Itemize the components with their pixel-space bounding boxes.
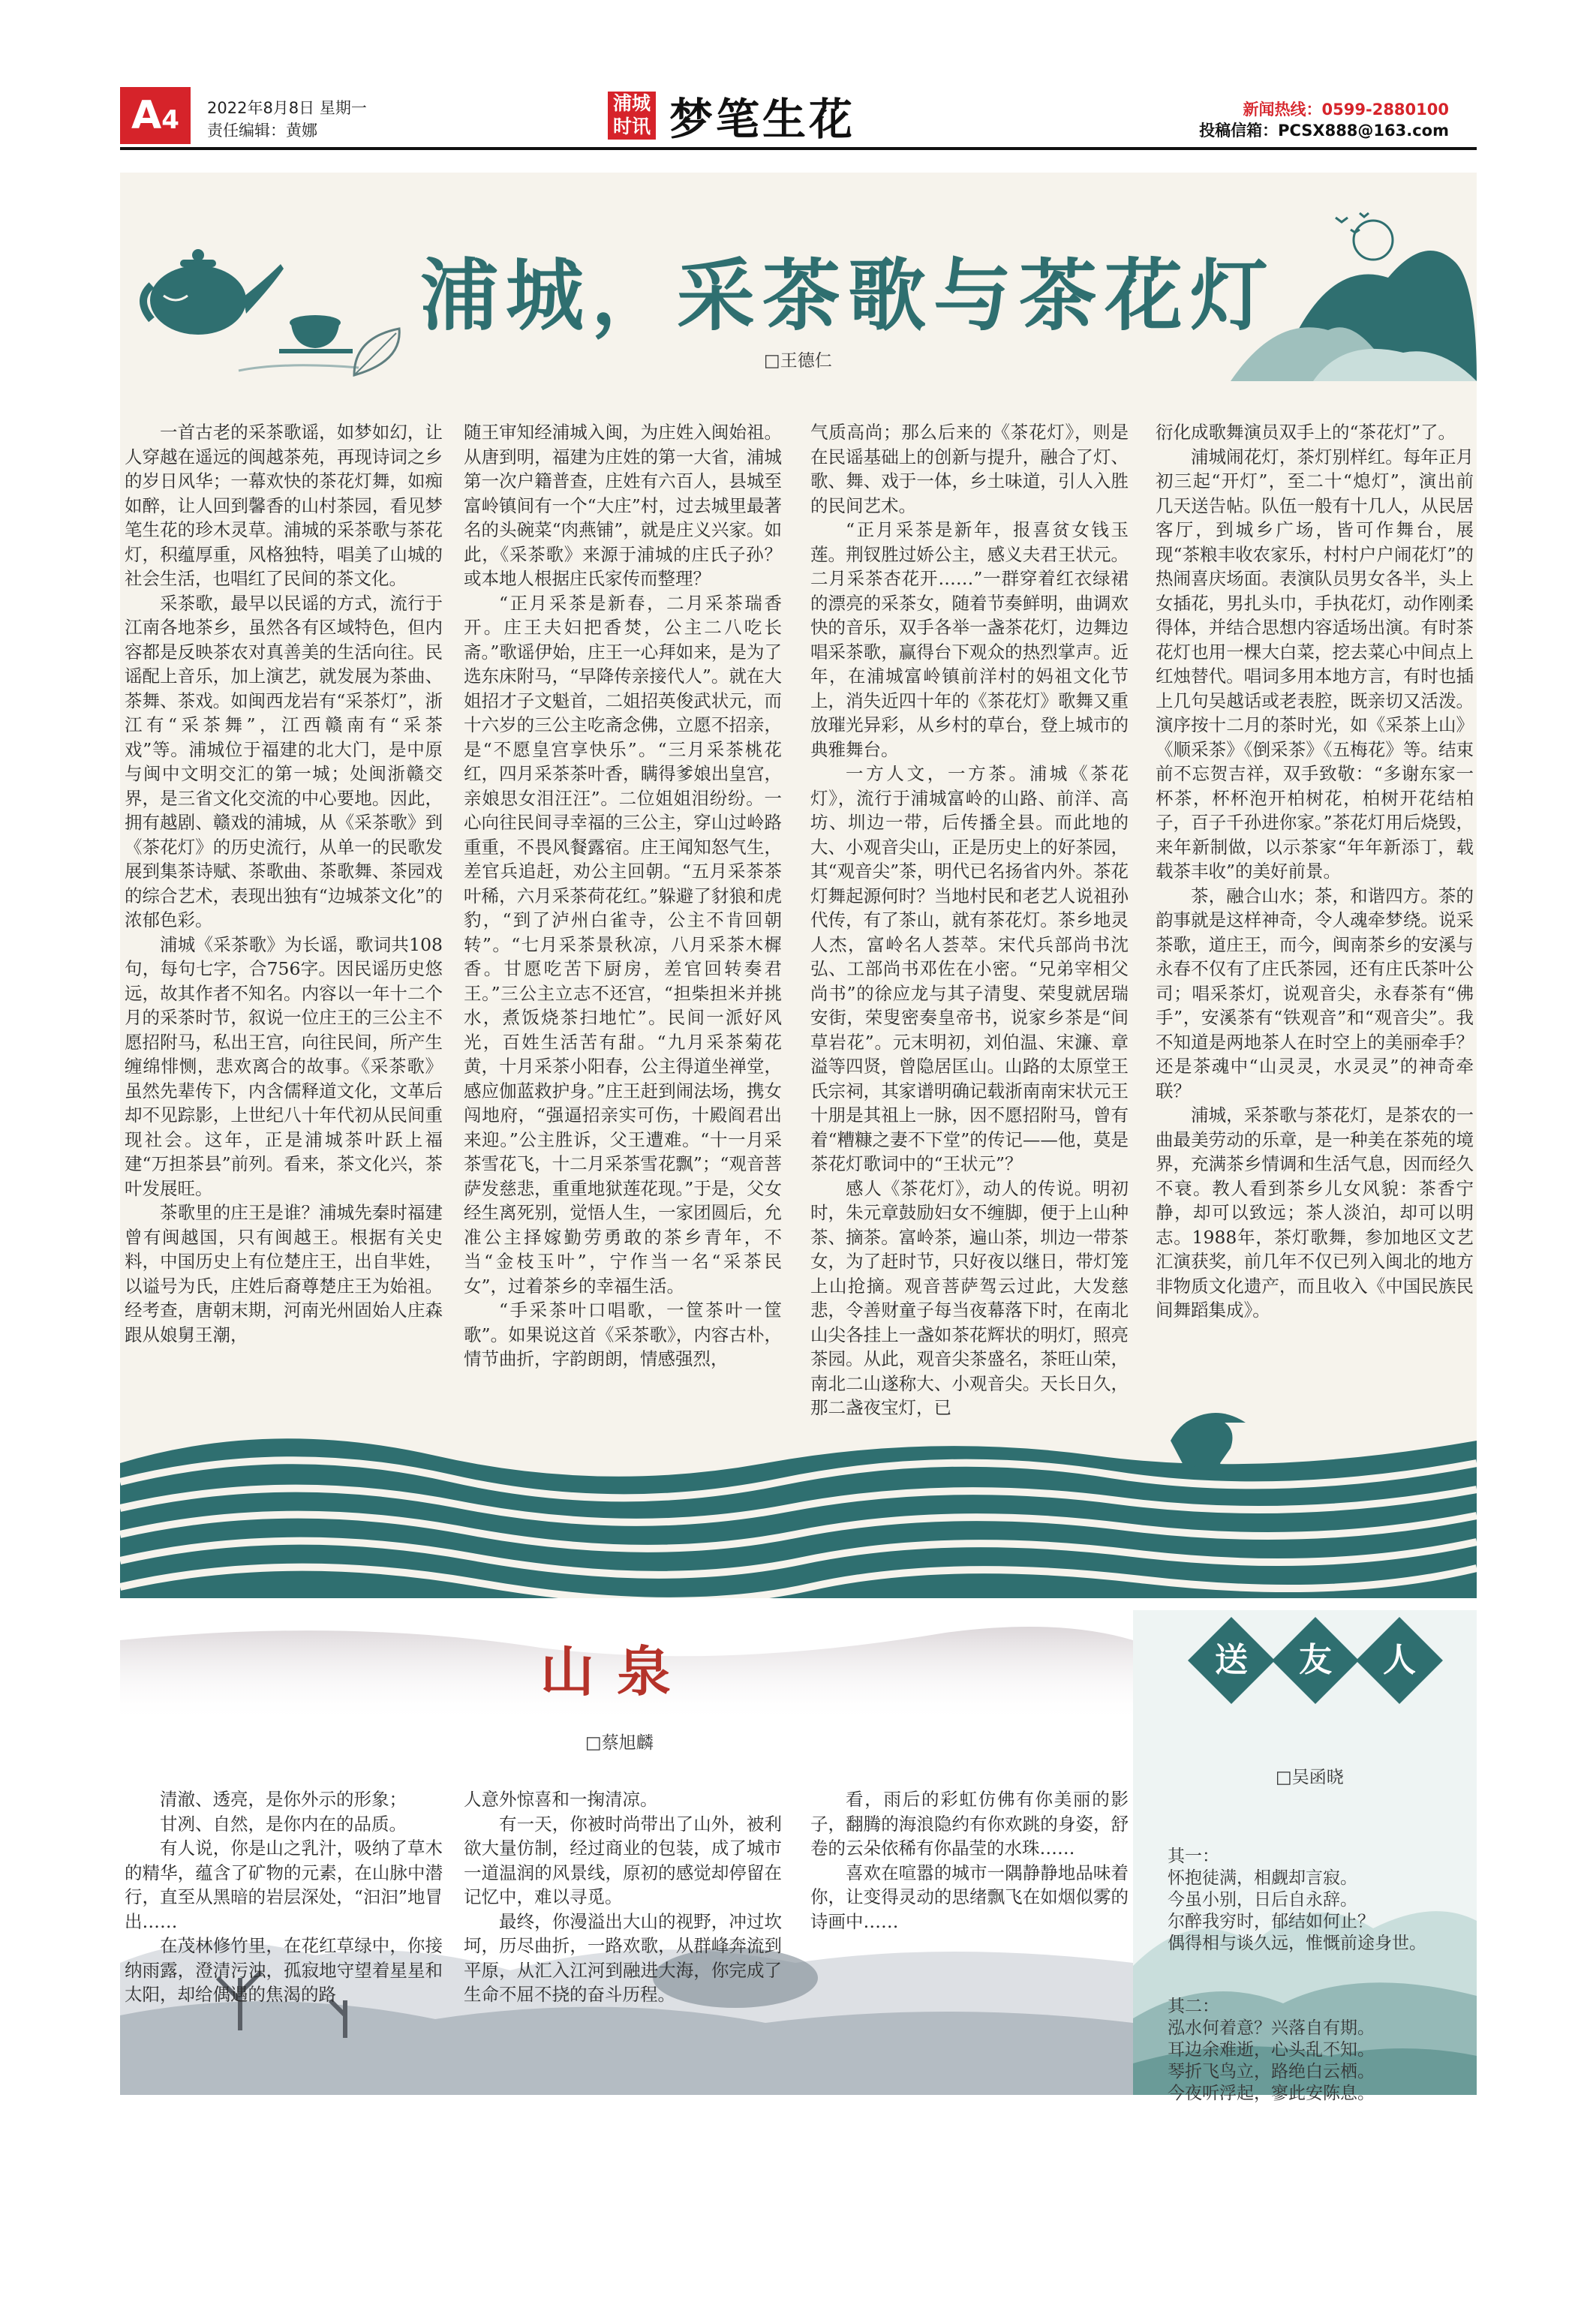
paragraph: 看，雨后的彩虹仿佛有你美丽的影子，翻腾的海浪隐约有你欢跳的身姿，舒卷的云朵依稀有你晶莹的水珠…… bbox=[810, 1789, 1129, 1859]
poem-line: 偶得相与谈久远，惟慨前途身世。 bbox=[1168, 1934, 1426, 1953]
paragraph: 采茶歌，最早以民谣的方式，流行于江南各地茶乡，虽然各有区域特色，但内容都是反映茶农对真善美的生活向往。民谣配上音乐，加上演艺，就发展为茶曲、茶舞、茶戏。如闽西龙岩有“采茶灯”，浙江有“采茶舞”，江西赣南有“采茶戏”等。浦城位于福建的北大门，是中原与闽中文明交汇的第一城；处闽浙赣交界，是三省文化交流的中心要地。因此，拥有越剧、赣戏的浦城，从《采茶歌》到《茶花灯》的历史流行，从单一的民歌发展到集茶诗赋、茶歌曲、茶歌舞、茶园戏的综合艺术，表现出独有“边城茶文化”的浓郁色彩。 bbox=[125, 592, 443, 930]
spring-article-column-2 bbox=[464, 1787, 782, 2007]
submission-email: 投稿信箱：PCSX888@163.com bbox=[1199, 122, 1449, 140]
paragraph: 有人说，你是山之乳汁，吸纳了草木的精华，蕴含了矿物的元素，在山脉中潜行，直至从黑暗的岩层深处，“汩汩”地冒出…… bbox=[125, 1838, 443, 1932]
tea-leaf-icon bbox=[347, 323, 414, 383]
poem-title-char-text: 友 bbox=[1299, 1641, 1332, 1679]
poem-line: 尔醉我穷时，郁结如何止？ bbox=[1168, 1912, 1375, 1931]
poem-line: 怀抱徒满，相觑却言寂。 bbox=[1168, 1868, 1357, 1888]
poem-line: 今夜听浮起，寥此安陈息。 bbox=[1168, 2084, 1375, 2103]
paragraph: 在茂林修竹里，在花红草绿中，你接纳雨露，澄清污浊，孤寂地守望着星星和太阳，却给偶遇的焦渴的路 bbox=[125, 1935, 443, 2005]
paragraph: “手采茶叶口唱歌，一筐茶叶一筐歌”。如果说这首《采茶歌》，内容古朴，情节曲折，字韵朗朗，情感强烈， bbox=[464, 1300, 782, 1369]
poem-part-2 bbox=[1168, 1996, 1375, 2105]
issue-date: 2022年8月8日 星期一 bbox=[207, 99, 367, 117]
main-article-column-4 bbox=[1156, 420, 1474, 1323]
page-letter: A bbox=[131, 93, 162, 138]
paragraph: 浦城《采茶歌》为长谣，歌词共108句，每句七字，合756字。因民谣历史悠远，故其作者不知名。内容以一年十二个月的采茶时节，叙说一位庄王的三公主不愿招附马，私出王宫，向往民间，所产生缠绵悱恻，悲欢离合的故事。《采茶歌》虽然先辈传下，内含儒释道文化，文革后却不见踪影，上世纪八十年代初从民间重现社会。这年，正是浦城茶叶跃上福建“万担茶县”前列。看来，茶文化兴，茶叶发展旺。 bbox=[125, 933, 443, 1199]
paragraph: 茶，融合山水；茶，和谐四方。茶的韵事就是这样神奇，令人魂牵梦绕。说采茶歌，道庄王，而今，闽南茶乡的安溪与永春不仅有了庄氏茶园，还有庄氏茶叶公司；唱采茶灯，说观音尖，永春茶有“佛手”，安溪茶有“铁观音”和“观音尖”。我不知道是两地茶人在时空上的美丽牵手？还是茶魂中“山灵灵，水灵灵”的神奇牵联？ bbox=[1156, 885, 1474, 1101]
paragraph: 人意外惊喜和一掬清凉。 bbox=[464, 1789, 658, 1810]
spring-article-column-3 bbox=[810, 1787, 1129, 1934]
paragraph: 衍化成歌舞演员双手上的“茶花灯”了。 bbox=[1156, 422, 1456, 443]
main-article-column-1 bbox=[125, 420, 443, 1347]
page-editor: 责任编辑：黄娜 bbox=[207, 122, 317, 140]
spring-article-column-1 bbox=[125, 1787, 443, 2007]
poem-title-char-3 bbox=[1356, 1617, 1443, 1704]
poem-part-label: 其一： bbox=[1168, 1847, 1219, 1866]
poem-line: 泓水何着意？兴落自有期。 bbox=[1168, 2018, 1375, 2038]
paragraph: “正月采茶是新春，二月采茶瑞香开。庄王夫妇把香焚，公主二八吃长斋。”歌谣伊始，庄王一心拜如来，是为了选东床附马，“早降传亲接代人”。就在大姐招才子文魁首，二姐招英俊武状元，而十六岁的三公主吃斋念佛，立愿不招亲，是“不愿皇宫享快乐”。“三月采茶桃花红，四月采茶茶叶香，瞒得爹娘出皇宫，亲娘思女泪汪汪”。二位姐姐泪纷纷。一心向往民间寻幸福的三公主，穿山过岭路重重，不畏风餐露宿。庄王闻知怒气生，差官兵追赶，劝公主回朝。“五月采茶茶叶稀，六月采茶荷花红。”躲避了豺狼和虎豹，“到了泸州白雀寺，公主不肯回朝转”。“七月采茶景秋凉，八月采茶木樨香。甘愿吃苦下厨房，差官回转奏君王。”三公主立志不还宫，“担柴担米并挑水，煮饭烧茶扫地忙”。民间一派好风光，百姓生活苦有甜。“九月采茶菊花黄，十月采茶小阳春，公主得道坐禅堂，感应伽蓝救护身。”庄王赶到闹法场，携女闯地府，“强逼招亲实可伤，十殿阎君出来迎。”公主胜诉，父王遭难。“十一月采茶雪花飞，十二月采茶雪花飘”；“观音菩萨发慈悲，重重地狱莲花现。”于是，父女经生离死别，觉悟人生，一家团圆后，允准公主择嫁勤劳勇敢的茶乡青年，不当“金枝玉叶”，宁作当一名“采茶民女”，过着茶乡的幸福生活。 bbox=[464, 592, 782, 1297]
header-rule bbox=[120, 147, 1477, 150]
paragraph: 浦城闹花灯，茶灯别样红。每年正月初三起“开灯”，至二十“熄灯”，演出前几天送告帖。队伍一般有十几人，从民居客厅，到城乡广场，皆可作舞台，展现“茶粮丰收农家乐，村村户户闹花灯”的热闹喜庆场面。表演队员男女各半，头上女插花，男扎头巾，手执花灯，动作刚柔得体，并结合思想内容适场出演。有时茶花灯也用一棵大白菜，挖去菜心中间点上红烛替代。唱词多用本地方言，有时也插上几句吴越话或老表腔，既亲切又活泼。演序按十二月的茶时光，如《采茶上山》《顺采茶》《倒采茶》《五梅花》等。结束前不忘贺吉祥，双手致敬：“多谢东家一杯茶，杯杯泡开柏树花，柏树开花结柏子，百子千孙进你家。”茶花灯用后烧毁，来年新制做，以示茶家“年年新添丁，载载茶丰收”的美好前景。 bbox=[1156, 446, 1474, 882]
news-hotline: 新闻热线：0599-2880100 bbox=[1243, 101, 1449, 119]
poem-title-char-text: 人 bbox=[1383, 1641, 1416, 1679]
main-article-title: 浦城，采茶歌与茶花灯 bbox=[420, 250, 1276, 341]
column-logo-line1: 浦城 bbox=[612, 92, 651, 114]
paragraph: 茶歌里的庄王是谁？浦城先秦时福建曾有闽越国，只有闽越王。根据有关史料，中国历史上有位楚庄王，出自芈姓，以谥号为氏，庄姓后裔尊楚庄王为始祖。经考查，唐朝末期，河南光州固始人庄森跟从娘舅王潮， bbox=[125, 1202, 443, 1345]
paragraph: “正月采茶是新年，报喜贫女钱玉莲。荆钗胜过娇公主，感义夫君王状元。二月采茶杏花开……”一群穿着红衣绿裙的漂亮的采茶女，随着节奏鲜明，曲调欢快的音乐，双手各举一盏茶花灯，边舞边唱采茶歌，赢得台下观众的热烈掌声。近年，在浦城富岭镇前洋村的妈祖文化节上，消失近四十年的《茶花灯》歌舞又重放璀光异彩，从乡村的草台，登上城市的典雅舞台。 bbox=[810, 519, 1129, 760]
poem-part-1 bbox=[1168, 1846, 1426, 1955]
spring-article-author: □蔡旭麟 bbox=[585, 1733, 654, 1753]
poem-title-char-1 bbox=[1188, 1617, 1275, 1704]
main-article-column-3 bbox=[810, 420, 1129, 1420]
poem-line: 耳边余难逝，心头乱不知。 bbox=[1168, 2040, 1375, 2060]
main-article-column-2 bbox=[464, 420, 782, 1372]
poem-part-label: 其二： bbox=[1168, 1997, 1219, 2016]
paragraph: 有一天，你被时尚带出了山外，被利欲大量仿制，经过商业的包装，成了城市一道温润的风景线，原初的感觉却停留在记忆中，难以寻觅。 bbox=[464, 1813, 782, 1907]
paragraph: 甘冽、自然，是你内在的品质。 bbox=[160, 1813, 407, 1835]
column-logo bbox=[608, 92, 656, 140]
poem-line: 今虽小别，日后自永辞。 bbox=[1168, 1890, 1357, 1910]
paragraph: 最终，你漫溢出大山的视野，冲过坎坷，历尽曲折，一路欢歌，从群峰奔流到平原，从汇入江河到融进大海，你完成了生命不屈不挠的奋斗历程。 bbox=[464, 1910, 782, 2005]
page-digit: 4 bbox=[161, 105, 179, 135]
paragraph: 感人《茶花灯》，动人的传说。明初时，朱元章鼓励妇女不缠脚，便于上山种茶、摘茶。富岭茶，遍山茶，圳边一带茶女，为了赶时节，只好夜以继日，带灯笼上山抢摘。观音菩萨驾云过此，大发慈悲，令善财童子每当夜幕落下时，在南北山尖各挂上一盏如茶花辉状的明灯，照亮茶园。从此，观音尖茶盛名，茶旺山荣，南北二山遂称大、小观音尖。天长日久，那二盏夜宝灯，已 bbox=[810, 1177, 1129, 1418]
tea-field-waves-illustration bbox=[120, 1411, 1477, 1598]
paragraph: 气质高尚；那么后来的《茶花灯》，则是在民谣基础上的创新与提升，融合了灯、歌、舞、戏于一体，乡土味道，引人入胜的民间艺术。 bbox=[810, 422, 1129, 516]
poem-author: □吴函晓 bbox=[1276, 1768, 1344, 1787]
column-logo-line2: 时讯 bbox=[612, 116, 651, 137]
paragraph: 一方人文，一方茶。浦城《茶花灯》，流行于浦城富岭的山路、前洋、高坊、圳边一带，后传播全县。而此地的大、小观音尖山，正是历史上的好茶园，其“观音尖”茶，明代已名扬省内外。茶花灯舞起源何时？当地村民和老艺人说祖孙代传，有了茶山，就有茶花灯。茶乡地灵人杰，富岭名人荟萃。宋代兵部尚书沈弘、工部尚书邓佐在小密。“兄弟宰相父尚书”的徐应龙与其子清叟、荣叟就居瑞安街，荣叟密奏皇帝书，说家乡茶是“间草岩花”。元末明初，刘伯温、宋濂、章溢等四贤，曾隐居匡山。山路的太原堂王氏宗祠，其家谱明确记载浙南南宋状元王十朋是其祖上一脉，因不愿招附马，曾有着“糟糠之妻不下堂”的传记——他，莫是茶花灯歌词中的“王状元”？ bbox=[810, 763, 1129, 1174]
paragraph: 清澈、透亮，是你外示的形象； bbox=[160, 1789, 407, 1810]
paragraph: 一首古老的采茶歌谣，如梦如幻，让人穿越在遥远的闽越茶苑，再现诗词之乡的岁日风华；一幕欢快的茶花灯舞，如痴如醉，让人回到馨香的山村茶园，看见梦笔生花的珍木灵草。浦城的采茶歌与茶花灯，积蕴厚重，风格独特，唱美了山城的社会生活，也唱红了民间的茶文化。 bbox=[125, 422, 443, 589]
poem-title-char-2 bbox=[1272, 1617, 1359, 1704]
poem-line: 琴折飞鸟立，路绝白云栖。 bbox=[1168, 2062, 1375, 2081]
paragraph: 浦城，采茶歌与茶花灯，是茶农的一曲最美劳动的乐章，是一种美在茶苑的境界，充满茶乡情调和生活气息，因而经久不衰。教人看到茶乡儿女风貌：茶香宁静，却可以致远；茶人淡泊，却可以明志。1988年，茶灯歌舞，参加地区文艺汇演获奖，前几年不仅已列入闽北的地方非物质文化遗产，而且收入《中国民族民间舞蹈集成》。 bbox=[1156, 1104, 1474, 1321]
page-number-badge bbox=[120, 87, 191, 144]
main-article-author: □王德仁 bbox=[764, 351, 832, 371]
column-title: 梦笔生花 bbox=[669, 94, 856, 145]
paragraph: 随王审知经浦城入闽，为庄姓入闽始祖。从唐到明，福建为庄姓的第一大省，浦城第一次户籍普查，庄姓有六百人，县城至富岭镇间有一个“大庄”村，过去城里最著名的头碗菜“肉燕铺”，就是庄义兴家。如此，《采茶歌》来源于浦城的庄氏子孙？或本地人根据庄氏家传而整理？ bbox=[464, 422, 782, 589]
poem-title-char-text: 送 bbox=[1215, 1641, 1248, 1679]
paragraph: 喜欢在喧嚣的城市一隅静静地品味着你，让变得灵动的思绪飘飞在如烟似雾的诗画中…… bbox=[810, 1862, 1129, 1932]
spring-article-title: 山泉 bbox=[540, 1639, 694, 1703]
teapot-icon bbox=[134, 236, 374, 378]
